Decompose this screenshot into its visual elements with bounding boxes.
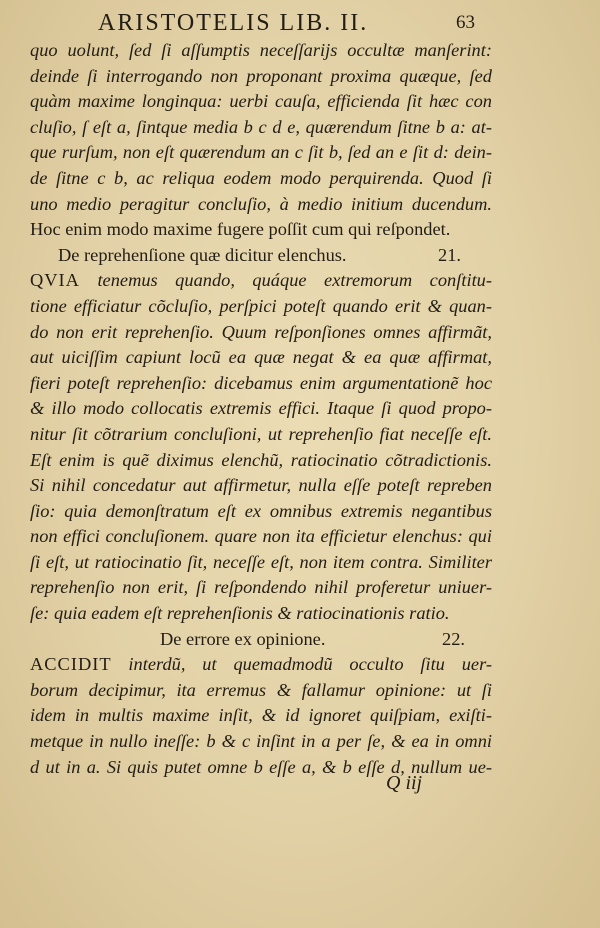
text-line: borum decipimur, ita erremus & fallamur opinione: ut ſi <box>30 679 492 700</box>
text-line: Eſt enim is quẽ diximus elenchũ, ratiocinatio cõtradictionis. <box>30 449 492 470</box>
text-line: reprehenſio non erit, ſi reſpondendo nihil proferetur uniuer- <box>30 577 492 598</box>
lead-word: ACCIDIT <box>30 654 112 675</box>
section-title: De errore ex opinione. <box>160 628 326 649</box>
section-title: De reprehenſione quæ dicitur elenchus. <box>58 244 347 265</box>
paragraph-2 <box>30 268 492 626</box>
running-head: ARISTOTELIS LIB. II. <box>98 10 369 36</box>
paragraph-1 <box>30 38 492 243</box>
signature-mark: Q iij <box>386 772 423 794</box>
body-text <box>30 38 492 780</box>
section-number: 22. <box>442 628 465 649</box>
text-line: quo uolunt, ſed ſi aſſumptis neceſſarijs occultæ manſerint: <box>30 40 492 60</box>
paragraph-3 <box>30 652 492 780</box>
text-line: idem in multis maxime inſit, & id ignoret quiſpiam, exiſti- <box>30 705 492 726</box>
text-line: tione efficiatur cõcluſio, perſpici poteſt quando erit & quan- <box>30 295 492 316</box>
text-line: de ſitne c b, ac reliqua eodem modo perquirenda. Quod ſi <box>30 167 492 188</box>
page-footer <box>0 772 600 802</box>
text-line: deinde ſi interrogando non proponant proxima quæque, ſed <box>30 65 492 86</box>
text-line: ACCIDIT interdũ, ut quemadmodũ occulto ſitu uer- <box>30 654 492 675</box>
section-heading-22 <box>30 627 492 653</box>
text-line: d ut in a. Si quis putet omne b eſſe a, & b eſſe d, nullum ue- <box>30 756 492 777</box>
text-line: ſi eſt, ut ratiocinatio ſit, neceſſe eſt, non item contra. Similiter <box>30 551 492 572</box>
text-line: cluſio, ſ eſt a, ſintque media b c d e, quærendum ſitne b a: at- <box>30 116 492 137</box>
text-line: & illo modo collocatis extremis effici. Itaque ſi quod propo- <box>30 398 492 419</box>
text-line: nitur ſit cõtrarium concluſioni, ut reprehenſio fiat neceſſe eſt. <box>30 423 492 444</box>
page-header <box>0 4 600 38</box>
text-line: Si nihil concedatur aut affirmetur, nulla eſſe poteſt repreben <box>30 475 492 496</box>
text-line: uno medio peragitur concluſio, à medio initium ducendum. <box>30 193 492 214</box>
text-line: quàm maxime longinqua: uerbi cauſa, efficienda ſit hæc con <box>30 91 492 112</box>
text-line: do non erit reprehenſio. Quum reſponſiones omnes affirmãt, <box>30 321 492 342</box>
page-number: 63 <box>456 12 475 33</box>
text-line: QVIA tenemus quando, quáque extremorum conſtitu- <box>30 270 492 291</box>
text-line: ſio: quia demonſtratum eſt ex omnibus extremis negantibus <box>30 500 492 521</box>
text-line: fieri poteſt reprehenſio: dicebamus enim argumentationẽ hoc <box>30 372 492 393</box>
text-line: que rurſum, non eſt quærendum an c ſit b, ſed an e ſit d: dein- <box>30 142 492 163</box>
text-line: ſe: quia eadem eſt reprehenſionis & ratiocinationis ratio. <box>30 603 450 624</box>
text-line: Hoc enim modo maxime fugere poſſit cum qui reſpondet. <box>30 219 451 240</box>
lead-word: QVIA <box>30 270 80 291</box>
text-line: metque in nullo ineſſe: b & c inſint in a per ſe, & ea in omni <box>30 731 492 752</box>
section-heading-21 <box>30 243 492 269</box>
text-line: aut uiciſſim capiunt locũ ea quæ negat & ea quæ affirmat, <box>30 347 492 368</box>
text-line: non effici concluſionem. quare non ita efficietur elenchus: qui <box>30 526 492 547</box>
section-number: 21. <box>438 244 461 265</box>
